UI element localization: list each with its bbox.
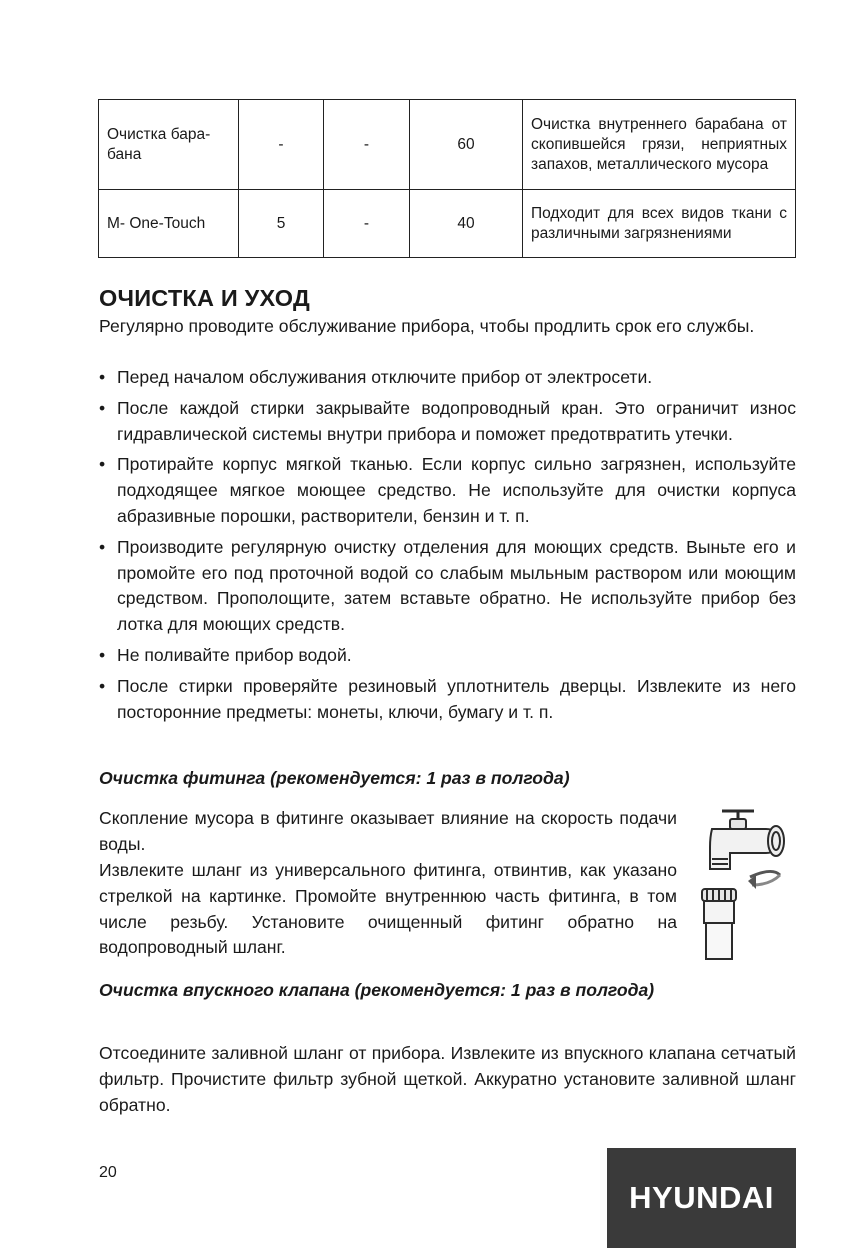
mode-description-cell: Подходит для всех видов ткани с различными загрязнениями	[523, 190, 796, 258]
page-number: 20	[99, 1164, 117, 1181]
table-cell: 40	[410, 190, 523, 258]
mode-name-cell: M- One-Touch	[99, 190, 239, 258]
table-cell: -	[324, 190, 410, 258]
valve-subheading: Очистка впускного клапана (рекомендуется: 1 раз в полгода)	[99, 980, 655, 1000]
wash-modes-table	[98, 99, 796, 258]
mode-description-cell: Очистка внутреннего барабана от скопившейся грязи, неприятных запахов, металлического мусора	[523, 100, 796, 190]
list-item: • Перед началом обслуживания отключите прибор от электросети.	[99, 365, 796, 391]
list-item: • После каждой стирки закрывайте водопроводный кран. Это ограничит износ гидравлической системы внутри прибора и поможет предотвратить утечки.	[99, 397, 796, 444]
faucet-fitting-icon	[688, 803, 798, 961]
fitting-paragraph-1: Скопление мусора в фитинге оказывает влияние на скорость подачи воды.	[99, 808, 677, 854]
maintenance-bullet-list	[99, 365, 796, 730]
bullet-marker: •	[99, 675, 106, 696]
brand-logo	[607, 1148, 796, 1248]
section-intro: Регулярно проводите обслуживание прибора, чтобы продлить срок его службы.	[99, 316, 755, 336]
bullet-marker: •	[99, 454, 106, 475]
list-item: • Протирайте корпус мягкой тканью. Если корпус сильно загрязнен, используйте подходящее мягкое моющее средство. Не используйте для очистки корпуса абразивные порошки, растворители, бензин и т. п.	[99, 454, 796, 526]
table-cell: 5	[239, 190, 324, 258]
bullet-marker: •	[99, 536, 106, 557]
mode-name-cell: Очистка бара- бана	[99, 100, 239, 190]
fitting-paragraph-2: Извлеките шланг из универсального фитинга, отвинтив, как указано стрелкой на картинке. Промойте внутреннюю часть фитинга, в том числе резьбу. Установите очищенный фитинг обратно на водопроводный шланг.	[99, 860, 677, 958]
list-item: • После стирки проверяйте резиновый уплотнитель дверцы. Извлеките из него посторонние предметы: монеты, ключи, бумагу и т. п.	[99, 675, 796, 722]
table-cell: -	[239, 100, 324, 190]
table-cell: 60	[410, 100, 523, 190]
list-item: • Производите регулярную очистку отделения для моющих средств. Выньте его и промойте его под проточной водой со слабым мыльным раствором или моющим средством. Прополощите, затем вставьте обратно. Не используйте прибор без лотка для моющих средств.	[99, 536, 796, 635]
bullet-marker: •	[99, 397, 106, 418]
table-row	[99, 100, 796, 190]
section-heading: ОЧИСТКА И УХОД	[99, 285, 310, 311]
brand-logo-text: HYUNDAI	[629, 1180, 774, 1215]
list-item: • Не поливайте прибор водой.	[99, 643, 796, 669]
valve-paragraph: Отсоедините заливной шланг от прибора. Извлеките из впускного клапана сетчатый фильтр. Прочистите фильтр зубной щеткой. Аккуратно установите заливной шланг обратно.	[99, 1043, 796, 1115]
table-row	[99, 190, 796, 258]
fitting-subheading: Очистка фитинга (рекомендуется: 1 раз в полгода)	[99, 768, 570, 788]
bullet-marker: •	[99, 367, 106, 387]
bullet-marker: •	[99, 644, 106, 665]
table-cell: -	[324, 100, 410, 190]
